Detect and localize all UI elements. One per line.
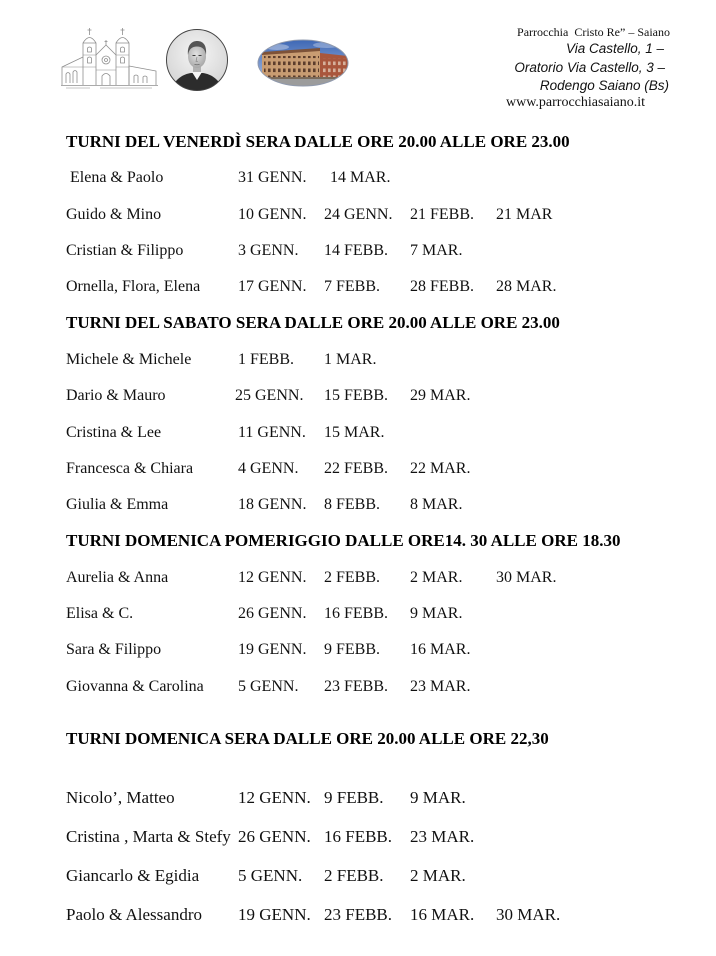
oratory-address: Oratorio Via Castello, 3 – <box>514 60 665 75</box>
shift-date: 9 FEBB. <box>324 641 381 659</box>
section-title: TURNI DOMENICA POMERIGGIO DALLE ORE14. 30 ALLE ORE 18.30 <box>66 531 621 551</box>
shift-date: 2 MAR. <box>410 865 466 885</box>
shift-date: 21 FEBB. <box>410 205 475 223</box>
church-drawing <box>60 26 160 90</box>
shift-date: 16 MAR. <box>410 904 475 924</box>
shift-date: 24 GENN. <box>324 205 393 223</box>
shift-row <box>66 269 686 305</box>
shift-date: 19 GENN. <box>238 904 311 924</box>
shift-date: 16 FEBB. <box>324 826 393 846</box>
volunteer-names: Dario & Mauro <box>66 387 166 405</box>
church-drawing-image <box>60 26 160 90</box>
shift-row <box>66 668 686 704</box>
volunteer-names: Giovanna & Carolina <box>66 677 204 695</box>
schedule-section <box>66 124 686 305</box>
volunteer-names: Michele & Michele <box>66 350 192 368</box>
shift-row <box>66 778 686 817</box>
shift-row <box>66 342 686 378</box>
volunteer-names: Cristina , Marta & Stefy <box>66 826 231 846</box>
shift-date: 8 FEBB. <box>324 496 381 514</box>
section-title: TURNI DEL VENERDÌ SERA DALLE ORE 20.00 ALLE ORE 23.00 <box>66 132 570 151</box>
shift-date: 16 MAR. <box>410 641 471 659</box>
shift-date: 9 MAR. <box>410 605 463 622</box>
shift-date: 10 GENN. <box>238 205 307 223</box>
volunteer-names: Francesca & Chiara <box>66 459 194 477</box>
shift-row <box>66 414 686 450</box>
shift-row <box>66 233 686 269</box>
shift-date: 12 GENN. <box>238 787 311 807</box>
shift-date: 5 GENN. <box>238 865 303 885</box>
shift-date: 17 GENN. <box>238 278 307 296</box>
shift-list <box>66 160 686 305</box>
shift-date: 18 GENN. <box>238 496 307 514</box>
shift-date: 16 FEBB. <box>324 605 389 622</box>
shift-date: 22 MAR. <box>410 459 471 477</box>
volunteer-names: Cristina & Lee <box>66 423 162 441</box>
shift-list <box>66 778 686 934</box>
shift-date: 28 FEBB. <box>410 278 475 296</box>
shift-date: 31 GENN. <box>238 169 307 187</box>
shift-row <box>66 160 686 196</box>
volunteer-names: Elena & Paolo <box>70 169 164 187</box>
shift-date: 25 GENN. <box>235 387 304 405</box>
shift-date: 2 FEBB. <box>324 568 381 586</box>
shift-date: 21 MAR <box>496 205 553 223</box>
town: Rodengo Saiano (Bs) <box>539 78 669 93</box>
shift-row <box>66 197 686 233</box>
shift-date: 29 MAR. <box>410 387 471 405</box>
shift-row <box>66 596 686 632</box>
volunteer-names: Nicolo’, Matteo <box>66 787 175 807</box>
shift-row <box>66 632 686 668</box>
volunteer-names: Giulia & Emma <box>66 496 169 514</box>
shift-date: 14 FEBB. <box>324 242 389 260</box>
shift-date: 23 FEBB. <box>324 904 393 924</box>
oratory-building-photo <box>257 39 349 87</box>
shift-row <box>66 560 686 596</box>
shift-date: 28 MAR. <box>496 278 557 296</box>
shift-date: 26 GENN. <box>238 605 307 622</box>
shift-date: 9 FEBB. <box>324 787 384 807</box>
shift-schedule <box>66 124 686 934</box>
shift-date: 15 MAR. <box>324 423 385 441</box>
shift-row <box>66 378 686 414</box>
shift-date: 30 MAR. <box>496 568 557 586</box>
shift-date: 12 GENN. <box>238 568 307 586</box>
volunteer-names: Paolo & Alessandro <box>66 904 202 924</box>
parish-name: Parrocchia Cristo Re” – Saiano <box>517 25 670 39</box>
shift-date: 23 FEBB. <box>324 677 389 695</box>
shift-date: 5 GENN. <box>238 677 299 695</box>
section-title: TURNI DOMENICA SERA DALLE ORE 20.00 ALLE ORE 22,30 <box>66 728 549 748</box>
shift-date: 22 FEBB. <box>324 459 389 477</box>
volunteer-names: Guido & Mino <box>66 205 162 223</box>
shift-row <box>66 856 686 895</box>
shift-date: 3 GENN. <box>238 242 299 260</box>
section-title: TURNI DEL SABATO SERA DALLE ORE 20.00 ALLE ORE 23.00 <box>66 313 560 333</box>
shift-date: 23 MAR. <box>410 826 475 846</box>
shift-date: 7 FEBB. <box>324 278 381 296</box>
volunteer-names: Giancarlo & Egidia <box>66 865 200 885</box>
shift-row <box>66 487 686 523</box>
shift-date: 26 GENN. <box>238 826 311 846</box>
church-address: Via Castello, 1 – <box>565 41 664 56</box>
website: www.parrocchiasaiano.it <box>506 95 646 110</box>
shift-date: 1 FEBB. <box>238 350 295 368</box>
volunteer-names: Sara & Filippo <box>66 641 162 659</box>
volunteer-names: Aurelia & Anna <box>66 568 169 586</box>
volunteer-names: Ornella, Flora, Elena <box>66 278 201 296</box>
shift-date: 15 FEBB. <box>324 387 389 405</box>
priest-portrait <box>165 28 229 92</box>
shift-date: 14 MAR. <box>330 169 391 187</box>
schedule-section <box>66 305 686 523</box>
shift-date: 1 MAR. <box>324 350 377 368</box>
shift-row <box>66 451 686 487</box>
priest-portrait-image <box>165 28 229 92</box>
volunteer-names: Elisa & C. <box>66 605 134 622</box>
shift-date: 8 MAR. <box>410 496 463 514</box>
oratory-building-image <box>257 39 349 87</box>
shift-list <box>66 342 686 523</box>
shift-date: 30 MAR. <box>496 904 561 924</box>
shift-date: 7 MAR. <box>410 242 463 260</box>
shift-date: 19 GENN. <box>238 641 307 659</box>
schedule-section <box>66 721 686 934</box>
shift-date: 2 FEBB. <box>324 865 384 885</box>
shift-row <box>66 895 686 934</box>
shift-date: 23 MAR. <box>410 677 471 695</box>
shift-date: 9 MAR. <box>410 787 466 807</box>
shift-date: 4 GENN. <box>238 459 299 477</box>
schedule-section <box>66 523 686 704</box>
shift-date: 2 MAR. <box>410 568 463 586</box>
shift-row <box>66 817 686 856</box>
shift-date: 11 GENN. <box>238 423 306 441</box>
volunteer-names: Cristian & Filippo <box>66 242 184 260</box>
shift-list <box>66 560 686 705</box>
